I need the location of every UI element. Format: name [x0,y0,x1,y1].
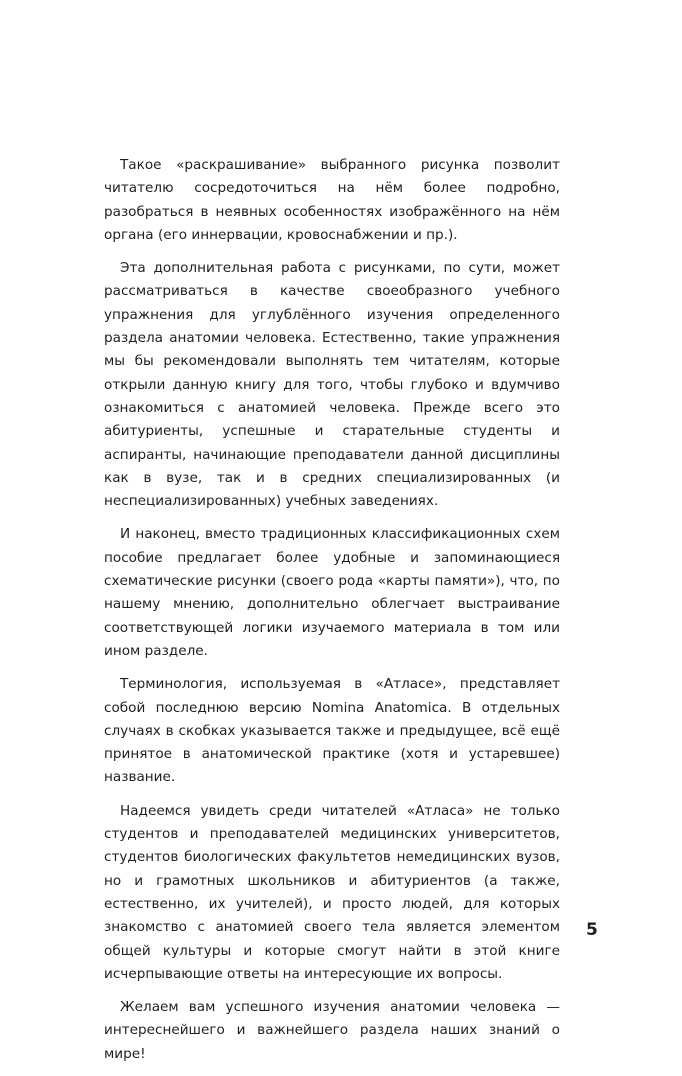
paragraph-4: Терминология, используемая в «Атласе», представляет собой последнюю версию Nomina Anatomica. В отдельных случаях в скобках указывается также и предыдущее, всё ещё принятое в анатомической практике (хотя и устаревшее) название. [104,676,560,786]
paragraph-3: И наконец, вместо традиционных классификационных схем пособие предлагает более удобные и запоминающиеся схематические рисунки (своего рода «карты памяти»), что, по нашему мнению, дополнительно облегчает выстраивание соответствующей логики изучаемого материала в том или ином разделе. [104,526,560,659]
paragraph-5: Надеемся увидеть среди читателей «Атласа» не только студентов и преподавателей медицинских университетов, студентов биологических факультетов немедицинских вузов, но и грамотных школьников и абитуриентов (а также, естественно, их учителей), и просто людей, для которых знакомство с анатомией своего тела является элементом общей культуры и которые смогут найти в этой книге исчерпывающие ответы на интересующие их вопросы. [104,802,560,982]
paragraph-1: Такое «раскрашивание» выбранного рисунка позволит читателю сосредоточиться на нём более подробно, разобраться в неявных особенностях изображённого на нём органа (его иннервации, кровоснабжении и пр.). [104,157,560,243]
page-number: 5 [586,920,598,940]
paragraph-6: Желаем вам успешного изучения анатомии человека — интереснейшего и важнейшего раздела наших знаний о мире! [104,999,560,1062]
paragraph-2: Эта дополнительная работа с рисунками, по сути, может рассматриваться в качестве своеобразного учебного упражнения для углублённого изучения определенного раздела анатомии человека. Естественно, такие упражнения мы бы рекомендовали выполнять тем читателям, которые открыли данную книгу для того, чтобы глубоко и вдумчиво ознакомиться с анатомией человека. Прежде всего это абитуриенты, успешные и старательные студенты и аспиранты, начинающие преподаватели данной дисциплины как в вузе, так и в средних специализированных (и неспециализированных) учебных заведениях. [104,260,560,510]
body-text [104,154,560,1076]
